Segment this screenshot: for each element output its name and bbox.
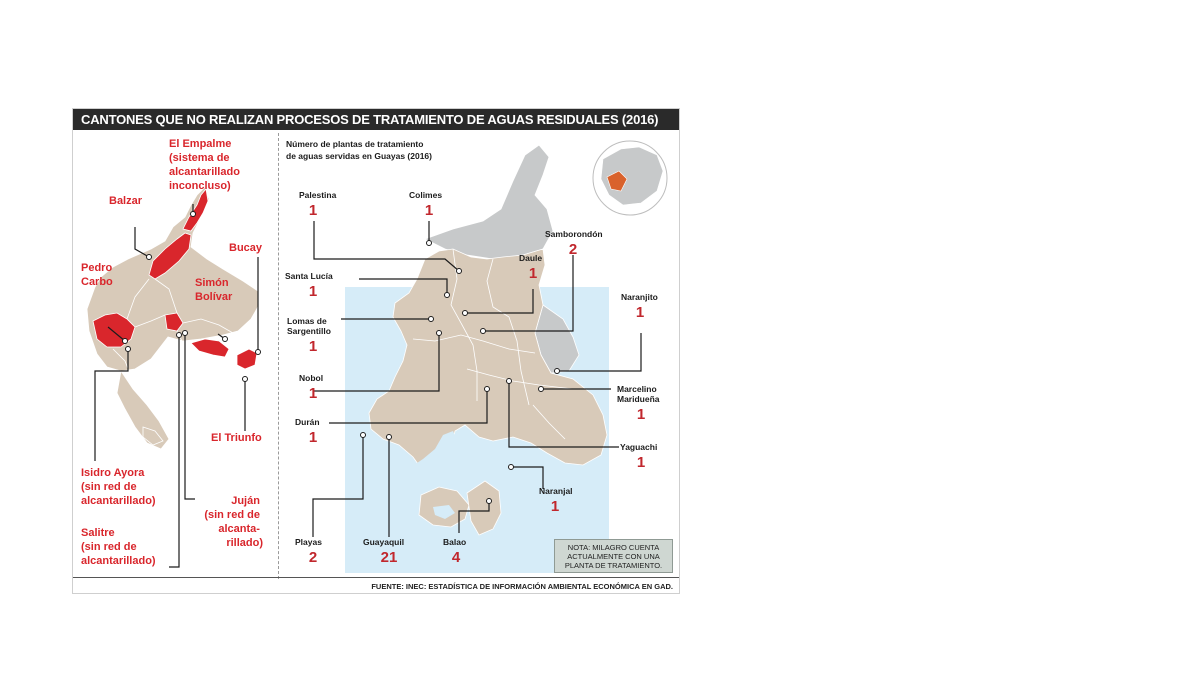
label-simon-bolivar: Simón Bolívar [195, 277, 233, 303]
label-bucay: Bucay [229, 242, 263, 254]
left-map [81, 138, 263, 567]
plant-count-playas: 2 [308, 549, 318, 566]
plant-count-guayaquil: 21 [380, 549, 398, 566]
label-jujan: Juján (sin red de alcanta- rillado) [204, 495, 263, 549]
plant-count-daule: 1 [528, 265, 538, 282]
plant-count-palestina: 1 [308, 202, 318, 219]
canton-name-duran: Durán [295, 417, 320, 427]
plant-count-naranjal: 1 [550, 498, 560, 515]
plant-count-colimes: 1 [424, 202, 434, 219]
infographic [72, 108, 680, 594]
plant-count-duran: 1 [308, 429, 318, 446]
canton-name-marcelino: Marcelino Maridueña [617, 384, 660, 404]
plant-count-yaguachi: 1 [636, 454, 646, 471]
ecuador-locator [593, 141, 667, 215]
source-note: FUENTE: INEC: ESTADÍSTICA DE INFORMACIÓN AMBIENTAL ECONÓMICA EN GAD. [371, 582, 673, 591]
plant-count-balao: 4 [451, 549, 461, 566]
plant-count-marcelino: 1 [636, 406, 646, 423]
right-map-subtitle: Número de plantas de tratamiento de aguas servidas en Guayas (2016) [286, 139, 432, 161]
label-el-empalme: El Empalme (sistema de alcantarillado inconcluso) [169, 138, 240, 192]
canton-name-colimes: Colimes [409, 190, 443, 200]
right-map [285, 139, 667, 573]
canton-name-palestina: Palestina [299, 190, 337, 200]
simon-bolivar-area [191, 339, 229, 357]
canton-name-nobol: Nobol [299, 373, 324, 383]
plant-count-nobol: 1 [308, 385, 318, 402]
label-el-triunfo: El Triunfo [211, 432, 262, 444]
canton-name-santa_lucia: Santa Lucía [285, 271, 333, 281]
plant-count-naranjito: 1 [635, 304, 645, 321]
bucay-area [237, 349, 257, 369]
footer-rule [73, 577, 679, 578]
canton-name-samborondon: Samborondón [545, 229, 603, 239]
el-empalme-area [183, 189, 208, 231]
infographic-title: CANTONES QUE NO REALIZAN PROCESOS DE TRATAMIENTO DE AGUAS RESIDUALES (2016) [81, 112, 659, 127]
maps-svg [73, 109, 679, 579]
plant-count-samborondon: 2 [568, 241, 578, 258]
label-salitre: Salitre (sin red de alcantarillado) [81, 527, 156, 567]
label-pedro-carbo: Pedro Carbo [81, 262, 113, 288]
canton-name-guayaquil: Guayaquil [363, 537, 405, 547]
canton-name-yaguachi: Yaguachi [620, 442, 658, 452]
canton-name-balao: Balao [443, 537, 467, 547]
plant-count-santa_lucia: 1 [308, 283, 318, 300]
map-divider [278, 133, 279, 579]
northern-cantons [425, 145, 553, 259]
canton-name-naranjal: Naranjal [539, 486, 573, 496]
milagro-note: NOTA: MILAGRO CUENTA ACTUALMENTE CON UNA PLANTA DE TRATAMIENTO. [554, 539, 673, 573]
canton-name-daule: Daule [519, 253, 543, 263]
canton-name-naranjito: Naranjito [621, 292, 658, 302]
label-balzar: Balzar [109, 195, 143, 207]
plant-count-lomas: 1 [308, 338, 318, 355]
canton-name-playas: Playas [295, 537, 322, 547]
label-isidro-ayora: Isidro Ayora (sin red de alcantarillado) [81, 467, 156, 507]
canton-name-lomas: Lomas de Sargentillo [287, 316, 331, 336]
